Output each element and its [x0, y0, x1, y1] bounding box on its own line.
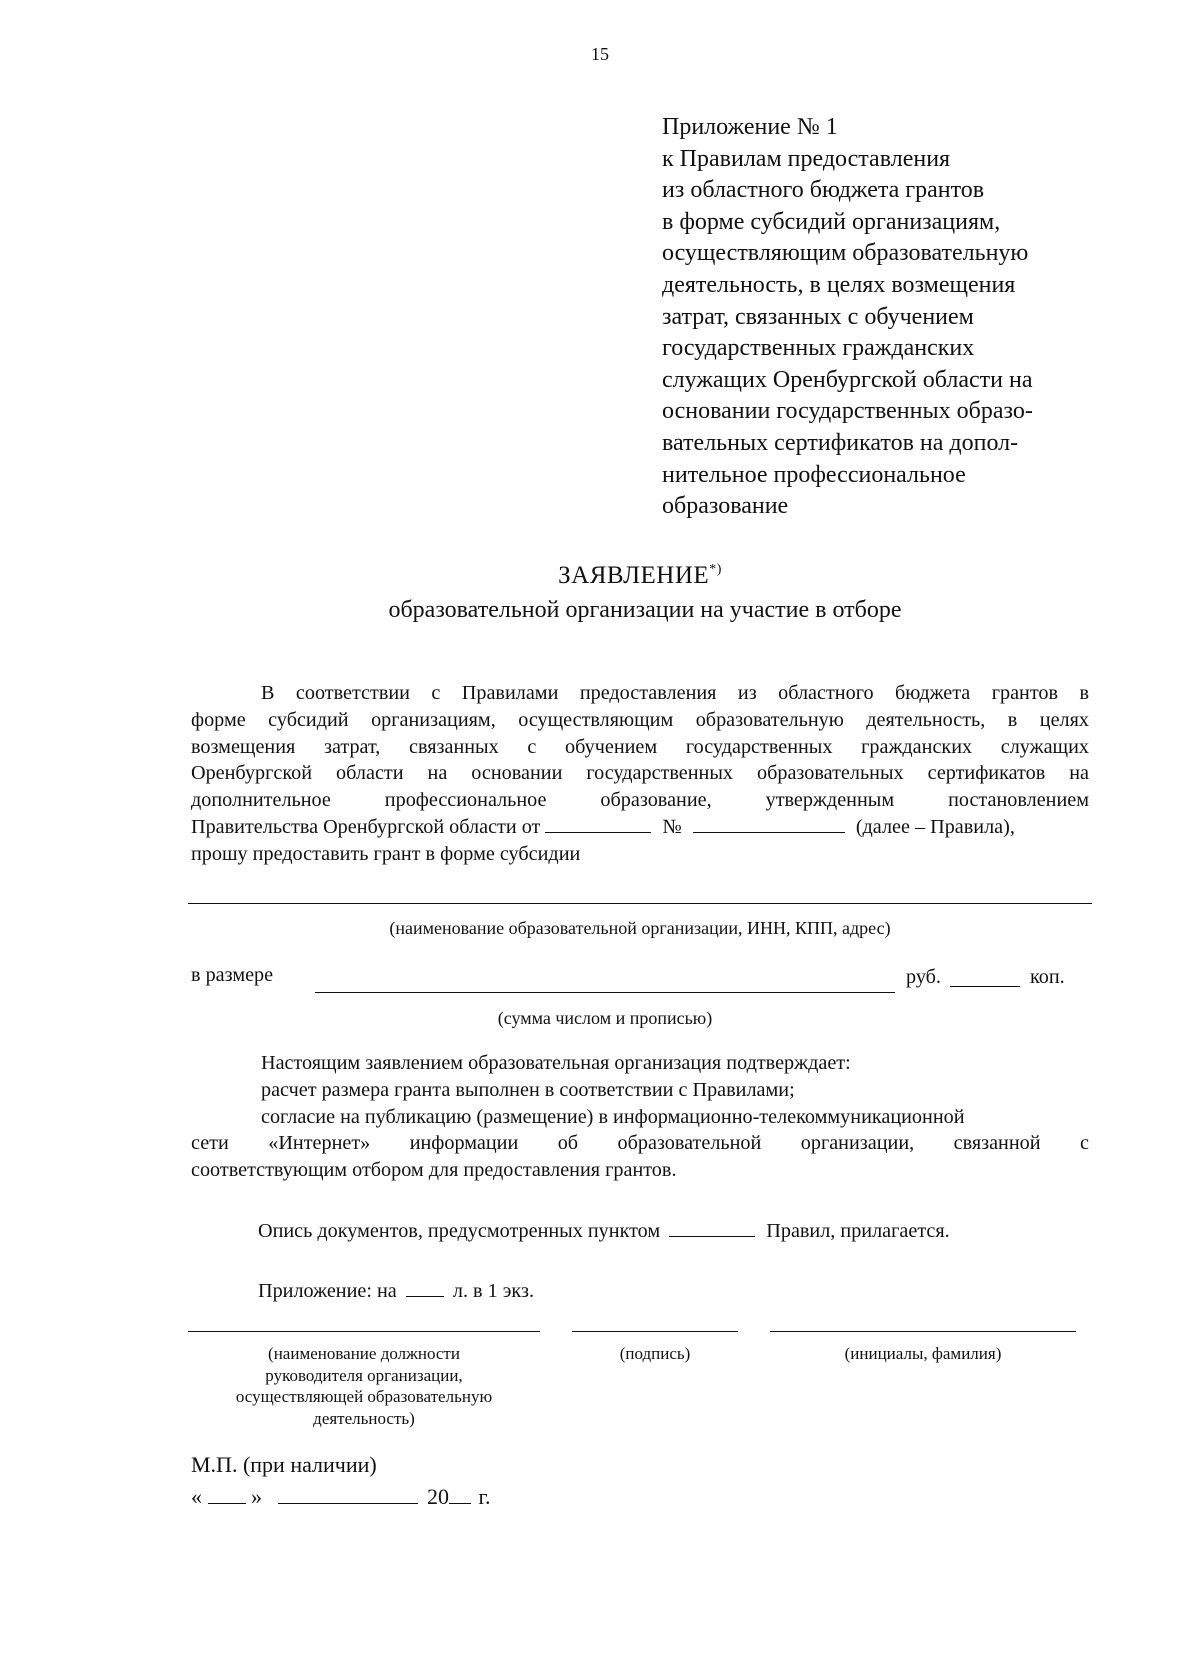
confirm-word: связанной: [953, 1132, 1041, 1155]
date-open-quote: «: [191, 1484, 202, 1509]
confirm-word: с: [1079, 1132, 1089, 1155]
appendix-line: деятельность, в целях возмещения: [662, 271, 1016, 298]
inventory-clause-blank[interactable]: [669, 1220, 755, 1237]
appendix-line: Приложение № 1: [662, 114, 838, 140]
kop-blank[interactable]: [950, 986, 1020, 987]
confirm-line: расчет размера гранта выполнен в соответствии с Правилами;: [261, 1078, 795, 1101]
name-line[interactable]: [770, 1331, 1076, 1332]
intro-line: Оренбургской области на основании государственных образовательных сертификатов на: [191, 762, 1089, 785]
document-subtitle: образовательной организации на участие в отборе: [388, 597, 902, 623]
appendix-line: затрат, связанных с обучением: [662, 303, 974, 330]
kop-label: коп.: [1030, 966, 1065, 988]
appendix-line: осуществляющим образовательную: [662, 240, 1029, 267]
attachment-text-end: л. в 1 экз.: [452, 1280, 534, 1302]
position-caption: (наименование должности руководителя организации, осуществляющей образовательную деятельность): [235, 1344, 493, 1428]
decree-from-label: Правительства Оренбургской области от: [191, 815, 541, 838]
confirm-line: согласие на публикацию (размещение) в информационно-телекоммуникационной: [261, 1105, 965, 1128]
appendix-line: нительное профессиональное: [662, 461, 966, 488]
inventory-text: Опись документов, предусмотренных пунктом: [258, 1220, 661, 1242]
appendix-line: образование: [662, 493, 789, 520]
document-title: [0, 562, 1200, 590]
title-footnote-mark: *): [709, 562, 722, 577]
attachment-text: Приложение: на: [258, 1280, 397, 1302]
appendix-line: служащих Оренбургской области на: [662, 366, 1033, 393]
attachment-pages-blank[interactable]: [406, 1280, 444, 1297]
confirm-line-5: соответствующим отбором для предоставления грантов.: [191, 1159, 677, 1182]
intro-line: форме субсидий организациям, осуществляющим образовательную деятельность, в целях: [191, 708, 1089, 731]
confirmation-paragraph: [191, 1050, 1089, 1184]
signature-line[interactable]: [572, 1331, 738, 1332]
intro-line: дополнительное профессиональное образование, утвержденным постановлением: [191, 789, 1089, 812]
confirm-word: образовательной: [617, 1132, 762, 1155]
confirm-line-4: [191, 1130, 1089, 1157]
date-day-blank[interactable]: [208, 1485, 246, 1504]
inventory-line: [258, 1220, 950, 1243]
appendix-line: вательных сертификатов на допол-: [662, 429, 1019, 456]
date-year-blank[interactable]: [449, 1485, 471, 1504]
date-line: [191, 1484, 491, 1510]
rub-label: руб.: [906, 966, 941, 988]
decree-number-label: №: [662, 815, 682, 838]
appendix-block: [662, 112, 1033, 523]
org-name-caption: (наименование образовательной организации, ИНН, КПП, адрес): [389, 918, 891, 938]
intro-line-7: прошу предоставить грант в форме субсидии: [191, 842, 581, 865]
amount-caption: (сумма числом и прописью): [497, 1008, 713, 1028]
intro-line: возмещения затрат, связанных с обучением государственных гражданских служащих: [191, 735, 1089, 758]
name-caption: (инициалы, фамилия): [844, 1344, 1002, 1363]
appendix-line: в форме субсидий организациям,: [662, 208, 1001, 235]
attachment-line: [258, 1280, 534, 1303]
position-line[interactable]: [188, 1331, 540, 1332]
confirm-word: «Интернет»: [268, 1132, 371, 1155]
intro-line-6: [191, 814, 1089, 841]
rules-reference: (далее – Правила),: [855, 815, 1015, 838]
confirm-word: об: [557, 1132, 579, 1155]
signature-caption: (подпись): [619, 1344, 691, 1363]
amount-line[interactable]: [315, 992, 895, 993]
document-title-text: ЗАЯВЛЕНИЕ: [558, 562, 710, 589]
decree-date-blank[interactable]: [545, 816, 651, 833]
page-number: 15: [591, 44, 609, 64]
decree-number-blank[interactable]: [693, 816, 845, 833]
org-name-line[interactable]: [188, 903, 1092, 904]
appendix-line: к Правилам предоставления: [662, 145, 951, 172]
intro-paragraph: [191, 680, 1089, 868]
date-year-prefix: 20: [427, 1484, 449, 1509]
amount-label: в размере: [191, 964, 274, 986]
date-year-suffix: г.: [478, 1484, 491, 1509]
stamp-label: М.П. (при наличии): [191, 1452, 377, 1477]
appendix-line: государственных гражданских: [662, 335, 975, 362]
date-month-blank[interactable]: [278, 1485, 418, 1504]
confirm-word: сети: [191, 1132, 229, 1155]
date-close-quote: »: [251, 1484, 262, 1509]
confirm-word: информации: [409, 1132, 519, 1155]
appendix-line: из областного бюджета грантов: [662, 177, 985, 204]
inventory-text-end: Правил, прилагается.: [766, 1220, 950, 1242]
confirm-line: Настоящим заявлением образовательная организация подтверждает:: [261, 1052, 851, 1074]
confirm-word: организации,: [800, 1132, 915, 1155]
intro-line: В соответствии с Правилами предоставления из областного бюджета грантов в: [261, 682, 1089, 704]
appendix-line: основании государственных образо-: [662, 398, 1033, 425]
